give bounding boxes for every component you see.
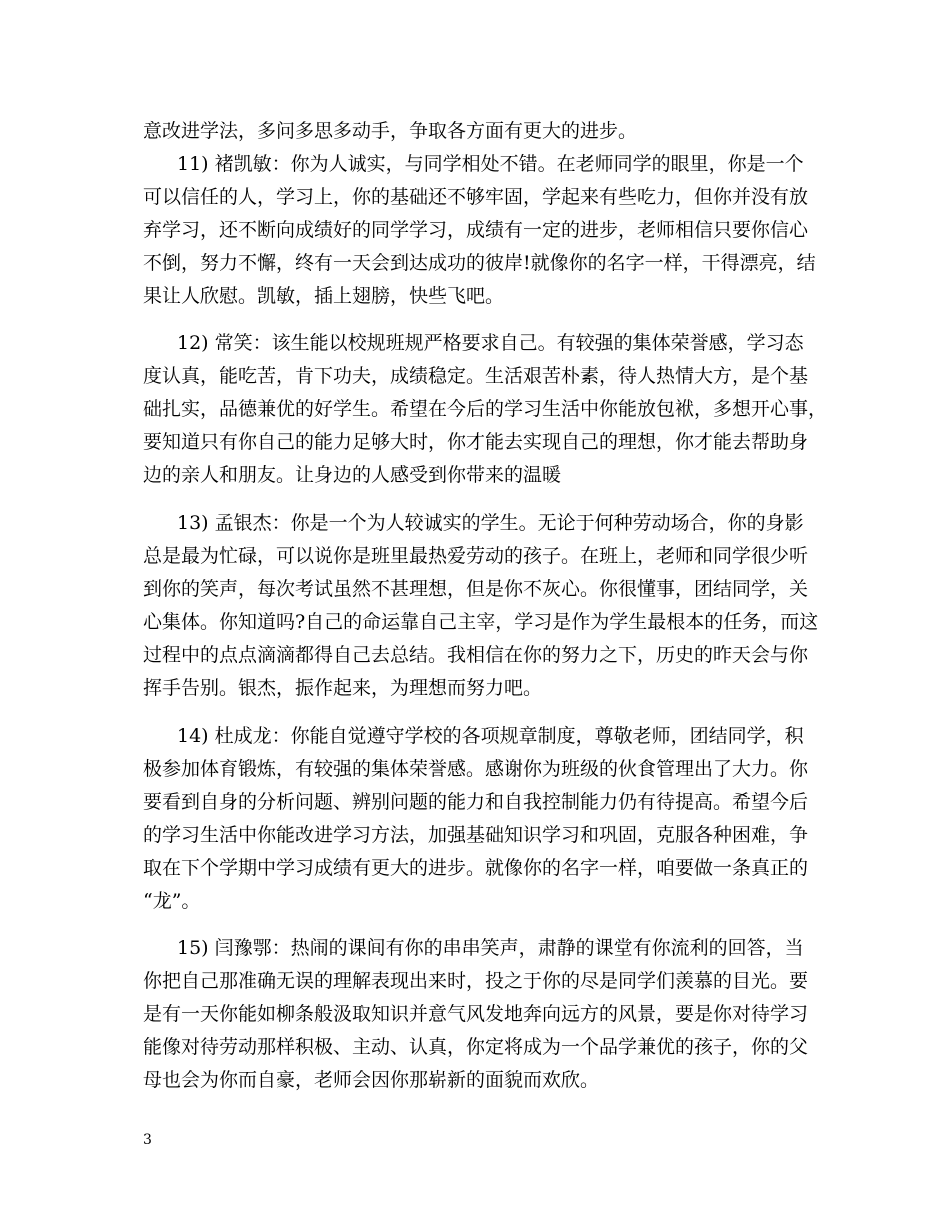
text-line: 要知道只有你自己的能力足够大时，你才能去实现自己的理想，你才能去帮助身 bbox=[143, 431, 809, 453]
text-line: 心集体。你知道吗?自己的命运靠自己主宰，学习是作为学生最根本的任务，而这 bbox=[143, 611, 819, 633]
text-line: 取在下个学期中学习成绩有更大的进步。就像你的名字一样，咱要做一条真正的 bbox=[143, 857, 809, 879]
text-line: 要看到自身的分析问题、辨别问题的能力和自我控制能力仍有待提高。希望今后 bbox=[143, 791, 809, 813]
text-line: “龙”。 bbox=[143, 890, 201, 912]
text-line: 果让人欣慰。凯敏，插上翅膀，快些飞吧。 bbox=[143, 285, 505, 307]
text-line: 意改进学法，多问多思多动手，争取各方面有更大的进步。 bbox=[143, 120, 638, 142]
text-line: 挥手告别。银杰，振作起来，为理想而努力吧。 bbox=[143, 677, 543, 699]
text-line: 极参加体育锻炼，有较强的集体荣誉感。感谢你为班级的伙食管理出了大力。你 bbox=[143, 758, 809, 780]
text-line: 础扎实，品德兼优的好学生。希望在今后的学习生活中你能放包袱，多想开心事， bbox=[143, 398, 828, 420]
text-line: 是有一天你能如柳条般汲取知识并意气风发地奔向远方的风景，要是你对待学习 bbox=[143, 1003, 809, 1025]
text-line: 过程中的点点滴滴都得自己去总结。我相信在你的努力之下，历史的昨天会与你 bbox=[143, 644, 809, 666]
page-number: 3 bbox=[143, 1132, 152, 1148]
text-line: 总是最为忙碌，可以说你是班里最热爱劳动的孩子。在班上，老师和同学很少听 bbox=[143, 545, 809, 567]
text-line: 到你的笑声，每次考试虽然不甚理想，但是你不灰心。你很懂事，团结同学，关 bbox=[143, 578, 809, 600]
text-line: 母也会为你而自豪，老师会因你那崭新的面貌而欢欣。 bbox=[143, 1069, 600, 1091]
text-line: 你把自己那准确无误的理解表现出来时，投之于你的尽是同学们羡慕的目光。要 bbox=[143, 970, 809, 992]
text-line: 15) 闫豫鄂：热闹的课间有你的串串笑声，肃静的课堂有你流利的回答，当 bbox=[177, 937, 804, 959]
text-line: 13) 孟银杰：你是一个为人较诚实的学生。无论于何种劳动场合，你的身影 bbox=[177, 512, 804, 534]
text-line: 14) 杜成龙：你能自觉遵守学校的各项规章制度，尊敬老师，团结同学，积 bbox=[177, 725, 804, 747]
text-line: 12) 常笑：该生能以校规班规严格要求自己。有较强的集体荣誉感，学习态 bbox=[177, 332, 804, 354]
text-line: 边的亲人和朋友。让身边的人感受到你带来的温暖 bbox=[143, 464, 562, 486]
text-line: 不倒，努力不懈，终有一天会到达成功的彼岸!就像你的名字一样，干得漂亮，结 bbox=[143, 252, 816, 274]
text-line: 的学习生活中你能改进学习方法，加强基础知识学习和巩固，克服各种困难，争 bbox=[143, 824, 809, 846]
text-line: 度认真，能吃苦，肯下功夫，成绩稳定。生活艰苦朴素，待人热情大方，是个基 bbox=[143, 365, 809, 387]
text-line: 能像对待劳动那样积极、主动、认真，你定将成为一个品学兼优的孩子，你的父 bbox=[143, 1036, 809, 1058]
text-line: 弃学习，还不断向成绩好的同学学习，成绩有一定的进步，老师相信只要你信心 bbox=[143, 219, 809, 241]
text-line: 11) 褚凯敏：你为人诚实，与同学相处不错。在老师同学的眼里，你是一个 bbox=[177, 153, 804, 175]
text-line: 可以信任的人，学习上，你的基础还不够牢固，学起来有些吃力，但你并没有放 bbox=[143, 186, 809, 208]
